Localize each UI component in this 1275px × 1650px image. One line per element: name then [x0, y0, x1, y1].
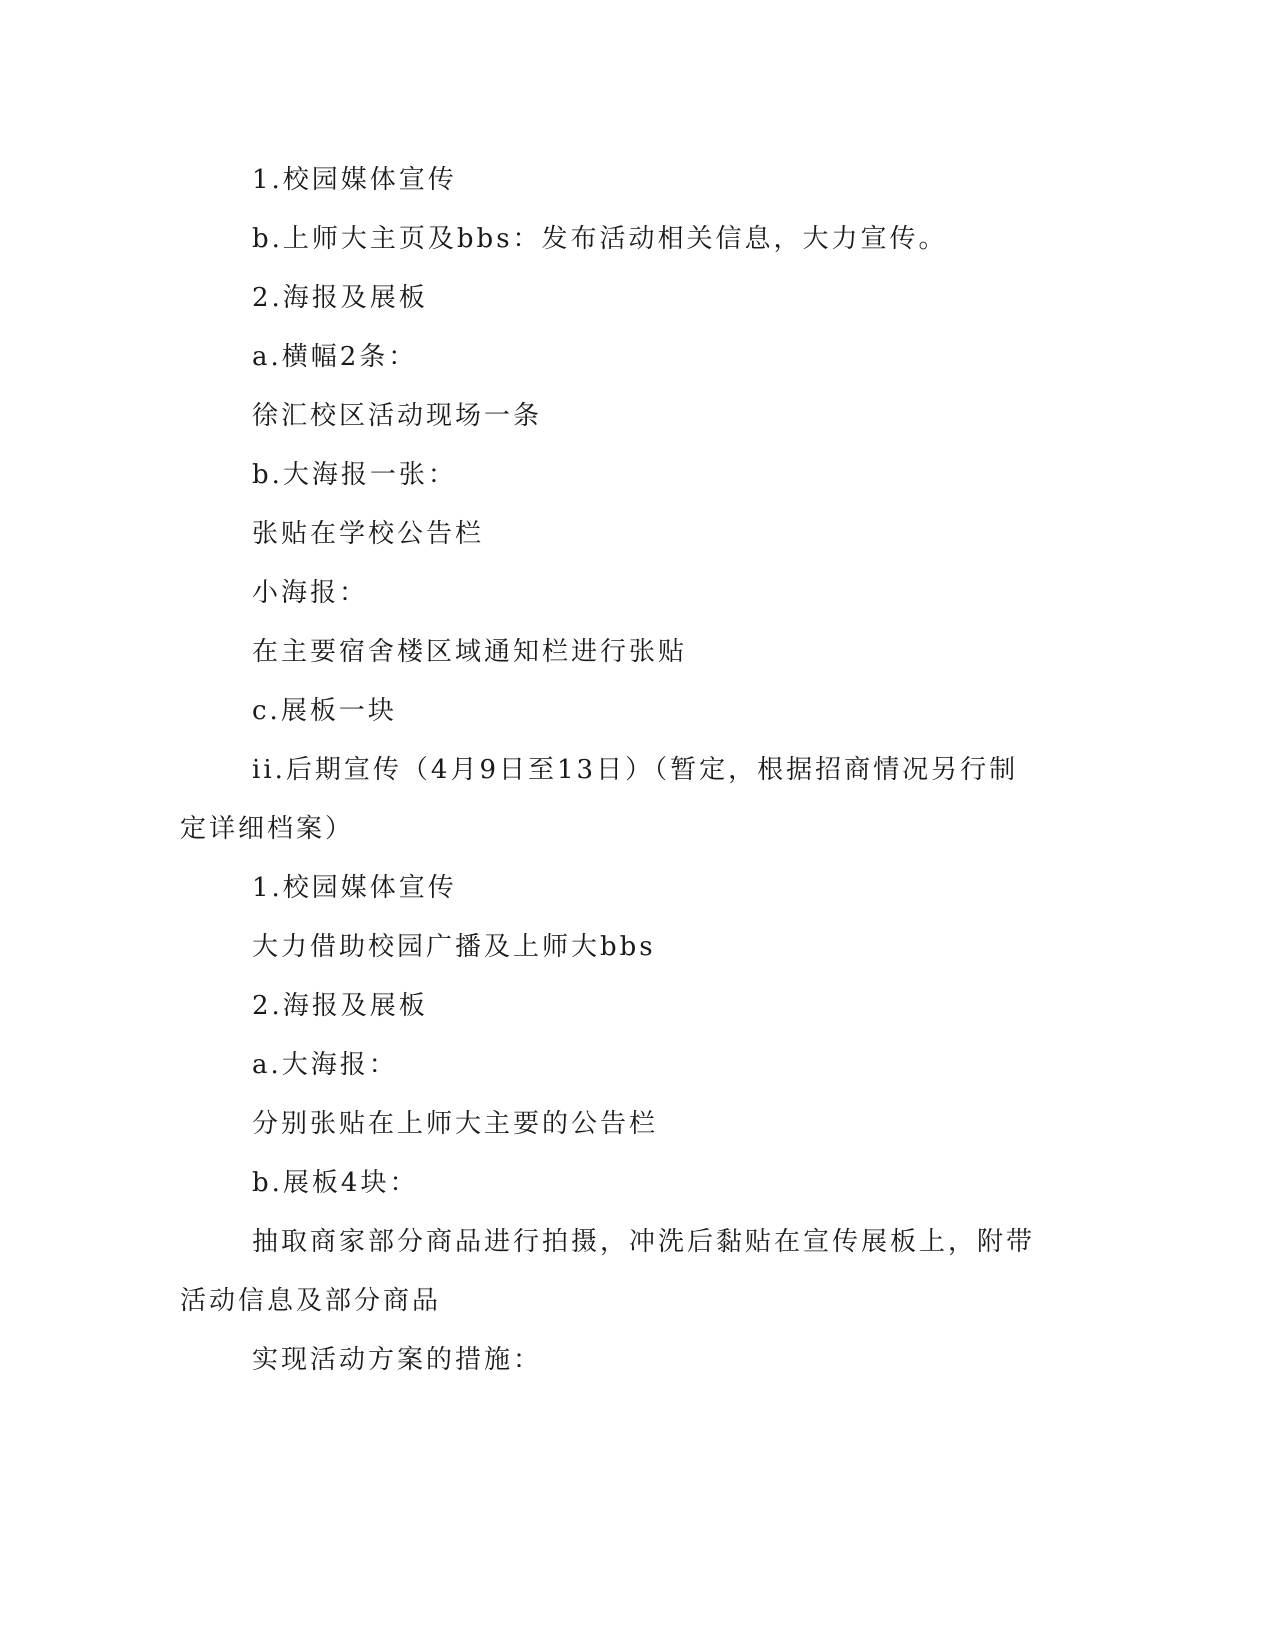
- document-body: [180, 151, 1045, 1390]
- paragraph: 2.海报及展板: [252, 283, 428, 313]
- paragraph: a.横幅2条：: [252, 342, 418, 372]
- paragraph: c.展板一块: [252, 696, 397, 726]
- paragraph: 小海报：: [252, 578, 369, 608]
- paragraph: 2.海报及展板: [252, 991, 428, 1021]
- paragraph: a.大海报：: [252, 1050, 398, 1080]
- paragraph: 分别张贴在上师大主要的公告栏: [252, 1109, 659, 1139]
- paragraph: b.上师大主页及bbs：发布活动相关信息，大力宣传。: [252, 224, 948, 254]
- paragraph: 大力借助校园广播及上师大bbs: [252, 932, 656, 962]
- paragraph: ii.后期宣传（4月9日至13日）（暂定，根据招商情况另行制定详细档案）: [180, 755, 1019, 844]
- paragraph: 1.校园媒体宣传: [252, 165, 457, 195]
- paragraph: 在主要宿舍楼区域通知栏进行张贴: [252, 637, 688, 667]
- paragraph: 1.校园媒体宣传: [252, 873, 457, 903]
- paragraph: 实现活动方案的措施：: [252, 1345, 543, 1375]
- paragraph: 张贴在学校公告栏: [252, 519, 485, 549]
- paragraph: b.大海报一张：: [252, 460, 457, 490]
- paragraph: 抽取商家部分商品进行拍摄，冲洗后黏贴在宣传展板上，附带活动信息及部分商品: [180, 1227, 1036, 1316]
- paragraph: 徐汇校区活动现场一条: [252, 401, 543, 431]
- paragraph: b.展板4块：: [252, 1168, 419, 1198]
